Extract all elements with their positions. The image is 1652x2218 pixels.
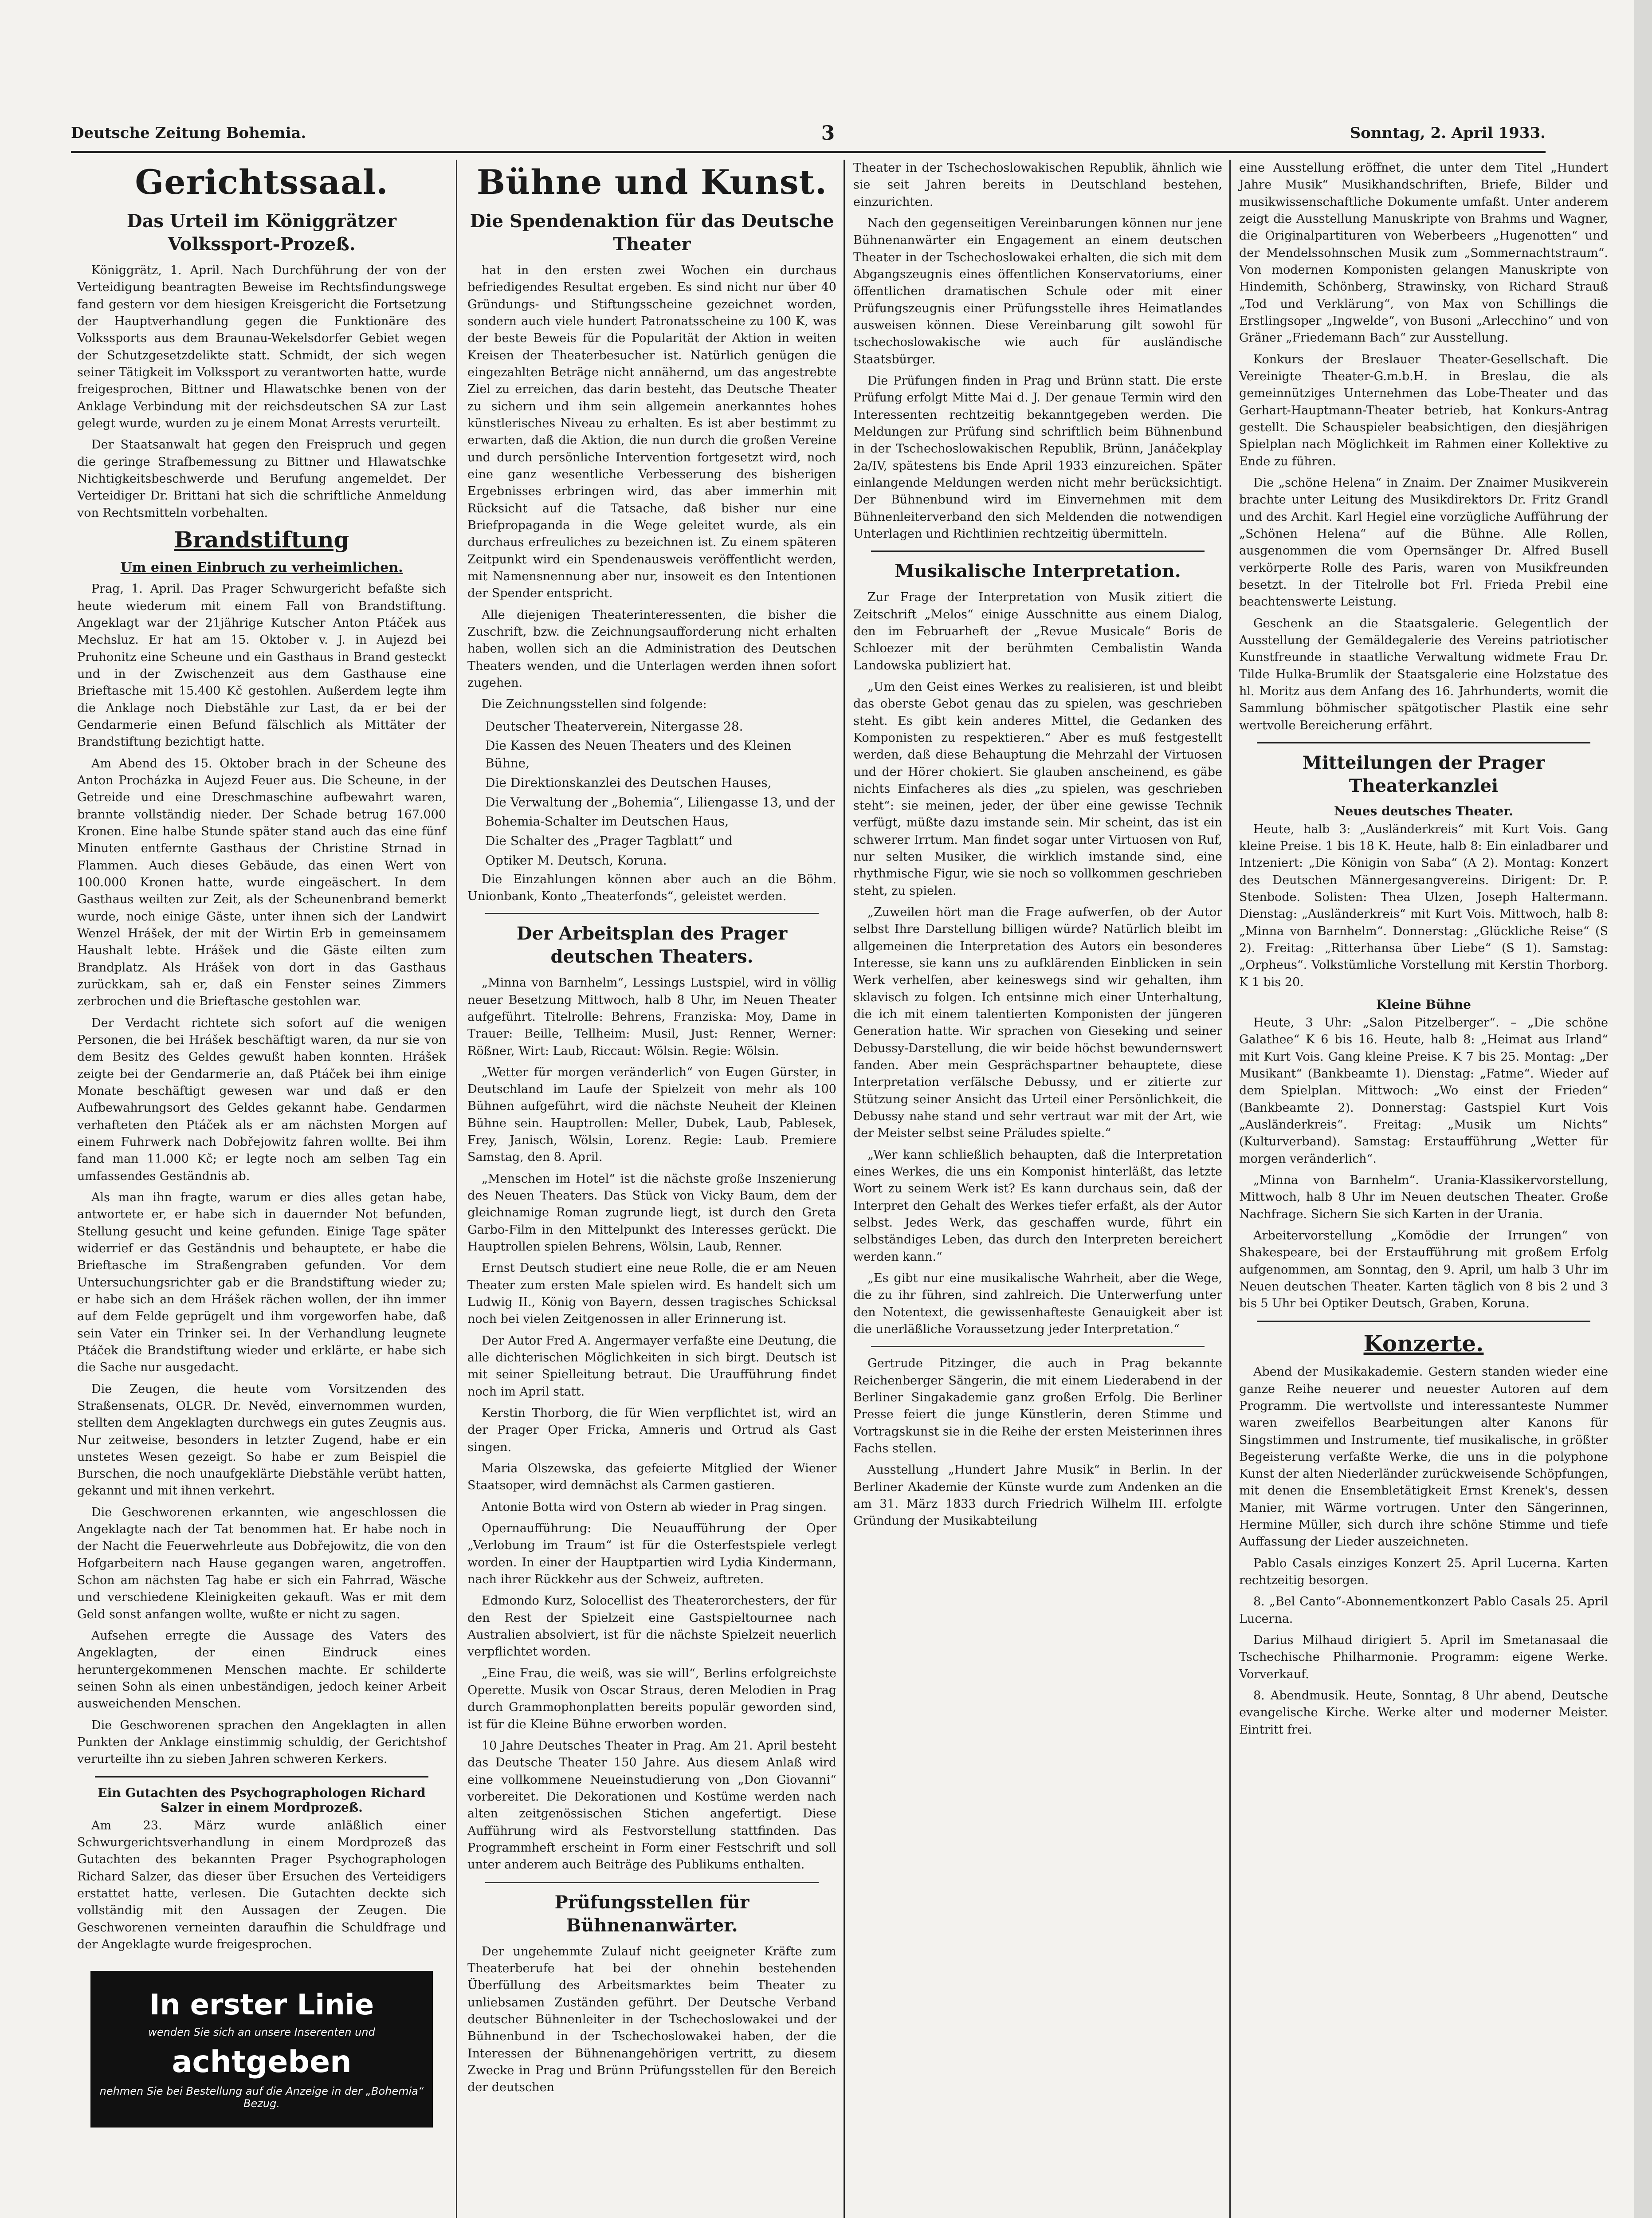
article-text: „Eine Frau, die weiß, was sie will“, Berlins erfolgreichste Operette. Musik von Oscar Straus, deren Melodien in Prag durch Grammophonplatten bereits populär geworden sind, ist für die Kleine Bühne erworben worden. <box>467 1666 836 1731</box>
section-title-gerichtssaal: Gerichtssaal. <box>135 162 388 202</box>
section-rule <box>485 1882 819 1883</box>
article-text: Als man ihn fragte, warum er dies alles getan habe, antwortete er, er habe sich in dauernder Not befunden, Stellung gesucht und keine gefunden. Einige Tage später widerrief er das Geständnis und behauptete, er habe die Brieftasche im Straßengraben gefunden. Vor dem Untersuchungsrichter gab er die Brandstiftung wieder zu; er habe sich an dem Hrášek rächen wollen, der ihn immer auf dem Felde geprügelt und ihm vorgeworfen habe, daß sein Vater ein Trinker sei. In der Verhandlung leugnete Ptáček die Brandstiftung wieder und erklärte, er habe sich die Sache nur ausgedacht. <box>77 1190 446 1375</box>
article-text: „Zuweilen hört man die Frage aufwerfen, ob der Autor selbst Ihre Darstellung billigen würde? Natürlich bleibt im allgemeinen die Interpretation des Autors ein besonderes Interesse, sie kann uns zu aufklärenden Einblicken in sein Werk verhelfen, aber keineswegs sind wir gehalten, ihm sklavisch zu folgen. Ich entsinne mich einer Unterhaltung, die ich mit einem talentierten Komponisten der jüngeren Generation hatte. Wir sprachen von Gieseking und seiner Debussy-Darstellung, die wir beide höchst bewundernswert fanden. Aber mein Gesprächspartner behauptete, diese Interpretation verfälsche Debussy, und er zitierte zur Stützung seiner Ansicht das Urteil einer Persönlichkeit, die Debussy nahe stand und sehr vertraut war mit der Art, wie der Meister selbst seine Präludes spielte.“ <box>853 905 1222 1140</box>
article-text: Aufsehen erregte die Aussage des Vaters des Angeklagten, der einen Eindruck eines heruntergekommenen Menschen machte. Er schilderte seinen Sohn als einen unbeständigen, jedoch keiner Arbeit ausweichenden Menschen. <box>77 1629 446 1711</box>
article-text: 10 Jahre Deutsches Theater in Prag. Am 21. April besteht das Deutsche Theater 150 Jahre. Aus diesem Anlaß wird eine vollkommene Neueinstudierung von „Don Giovanni“ vorbereitet. Die Dekorationen und Kostüme werden nach alten zeitgenössischen Stichen angefertigt. Diese Aufführung wird als Festvorstellung stattfinden. Das Programmheft erscheint in Form einer Festschrift und soll unter anderem auch Beiträge des Publikums enthalten. <box>467 1738 836 1872</box>
article-text: Darius Milhaud dirigiert 5. April im Smetanasaal die Tschechische Philharmonie. Programm: eigene Werke. Vorverkauf. <box>1239 1633 1608 1681</box>
article-text: Geschenk an die Staatsgalerie. Gelegentlich der Ausstellung der Gemäldegalerie des Vereins patriotischer Kunstfreunde in staatliche Verwaltung widmete Frau Dr. Tilde Hulka-Brumlik der Staatsgalerie eine Holzstatue des hl. Moritz aus dem Anfang des 16. Jahrhunderts, womit die Sammlung böhmischer spätgotischer Plastik eine sehr wertvolle Bereicherung erfährt. <box>1239 616 1608 732</box>
page-header <box>71 120 1546 146</box>
column-3 <box>847 160 1228 2218</box>
section-rule <box>871 551 1205 552</box>
article-text: eine Ausstellung eröffnet, die unter dem Titel „Hundert Jahre Musik“ Musikhandschriften, Briefe, Bilder und musikwissenschaftliche Dokumente umfaßt. Unter anderem zeigt die Ausstellung Manuskripte von Brahms und Wagner, die Originalpartituren von Weberbeers „Hugenotten“ und der Mendelssohnschen Musik zum „Sommernachtstraum“. Von modernen Komponisten gelangen Manuskripte von Hindemith, Schönberg, Strawinsky, von Richard Strauß „Tod und Verklärung“, von Max von Schillings die Erstlingsoper „Ingwelde“, von Busoni „Arlecchino“ und von Gräner „Friedemann Bach“ zur Ausstellung. <box>1239 161 1608 345</box>
article-text: „Menschen im Hotel“ ist die nächste große Inszenierung des Neuen Theaters. Das Stück von Vicky Baum, dem der gleichnamige Roman zugrunde liegt, ist durch den Greta Garbo-Film in den Mittelpunkt des Interesses gerückt. Die Hauptrollen spielen Behrens, Wölsin, Laub, Renner. <box>467 1172 836 1254</box>
article-text: Der Autor Fred A. Angermayer verfaßte eine Deutung, die alle dichterischen Möglichkeiten in sich birgt. Deutsch ist mit seiner Spielleitung betraut. Die Uraufführung findet noch im April statt. <box>467 1333 836 1399</box>
article-text: Alle diejenigen Theaterinteressenten, die bisher die Zuschrift, bzw. die Zeichnungsaufforderung nicht erhalten haben, wollen sich an die Administration des Deutschen Theaters wenden, und die Unterlagen werden ihnen sofort zugehen. <box>467 608 836 690</box>
article-text: Konkurs der Breslauer Theater-Gesellschaft. Die Vereinigte Theater-G.m.b.H. in Breslau, die als gemeinnütziges Unternehmen das Lobe-Theater und das Gerhart-Hauptmann-Theater betrieb, hat Konkurs-Antrag gestellt. Die Schauspieler beabsichtigen, den diesjährigen Spielplan nach Möglichkeit im Rahmen einer Kollektive zu Ende zu führen. <box>1239 352 1608 468</box>
section-rule <box>485 913 819 914</box>
list-item: Die Schalter des „Prager Tagblatt“ und <box>485 834 733 849</box>
article-text: „Minna von Barnhelm“, Lessings Lustspiel, wird in völlig neuer Besetzung Mittwoch, halb 8 Uhr, im Neuen Theater aufgeführt. Titelrolle: Behrens, Franziska: Moy, Dame in Trauer: Beille, Tellheim: Musil, Just: Renner, Werner: Rößner, Wirt: Laub, Riccaut: Wölsin. Regie: Wölsin. <box>467 976 836 1058</box>
article-text: Nach den gegenseitigen Vereinbarungen können nur jene Bühnenanwärter ein Engagement an einem deutschen Theater in der Tschechoslowakei erhalten, die sich mit dem Abgangszeugnis eines öffentlichen Konservatoriums, einer öffentlichen dramatischen Schule oder mit einer Prüfungszeugnis einer Prüfungsstelle ihres Heimatlandes ausweisen können. Diese Vereinbarung gilt sowohl für tschechoslowakische wie auch für ausländische Staatsbürger. <box>853 216 1222 366</box>
article-text: Die Prüfungen finden in Prag und Brünn statt. Die erste Prüfung erfolgt Mitte Mai d. J. Der genaue Termin wird den Interessenten rechtzeitig bekanntgegeben werden. Die Meldungen zur Prüfung sind schriftlich beim Bühnenbund in der Tschechoslowakischen Republik, Brünn, Janáčekplay 2a/IV, spätestens bis Ende April 1933 einzureichen. Später einlangende Meldungen werden nicht mehr berücksichtigt. Der Bühnenbund wird im Einvernehmen mit dem Bühnenleiterverband den sich Meldenden die notwendigen Unterlagen und Richtlinien rechtzeitig übermitteln. <box>853 374 1222 541</box>
article-text: Königgrätz, 1. April. Nach Durchführung der von der Verteidigung beantragten Beweise im Rechtsfindungswege fand gestern vor dem hiesigen Kreisgericht die Fortsetzung der Hauptverhandlung gegen die Funktionäre des Volkssports aus dem Braunau-Wekelsdorfer Gebiet wegen der Schutzgesetzdelikte statt. Schmidt, der sich wegen seiner Tätigkeit im Volkssport zu verantworten hatte, wurde freigesprochen, Bittner und Hlawatschke benen von der Anklage Verbindung mit der reichsdeutschen SA zur Last gelegt wurde, wurden zu je einem Monat Arrests verurteilt. <box>77 263 446 430</box>
ad-text: wenden Sie sich an unsere Inserenten und <box>148 2026 375 2039</box>
article-text: Prag, 1. April. Das Prager Schwurgericht befaßte sich heute wiederum mit einem Fall von Brandstiftung. Angeklagt war der 21jährige Kutscher Anton Ptáček aus Mechsluz. Er hat am 15. Oktober v. J. in Aujezd bei Pruhonitz eine Scheune und ein Gasthaus in Brand gesteckt und in der Zwischenzeit aus dem Gasthause eine Brieftasche mit 15.400 Kč gestohlen. Außerdem legte ihm die Anklage noch Diebstähle zur Last, da er bei der Gendarmerie einen Befund fälschlich als Mittäter der Brandstiftung bezichtigt hatte. <box>77 582 446 749</box>
article-headline: Das Urteil im Königgrätzer Volkssport-Prozeß. <box>126 211 397 255</box>
article-text: Die Einzahlungen können aber auch an die Böhm. Unionbank, Konto „Theaterfonds“, geleistet werden. <box>467 872 836 903</box>
article-text: Maria Olszewska, das gefeierte Mitglied der Wiener Staatsoper, wird demnächst als Carmen gastieren. <box>467 1462 836 1493</box>
article-headline: Musikalische Interpretation. <box>895 561 1181 582</box>
article-text: Kerstin Thorborg, die für Wien verpflichtet ist, wird an der Prager Oper Fricka, Amneris und Ortrud als Gast singen. <box>467 1406 836 1454</box>
article-subheadline: Kleine Bühne <box>1376 997 1471 1012</box>
list-item: Die Direktionskanzlei des Deutschen Hauses, <box>485 775 772 790</box>
article-subheadline: Um einen Einbruch zu verheimlichen. <box>120 560 403 576</box>
article-text: Heute, 3 Uhr: „Salon Pitzelberger“. – „Die schöne Galathee“ K 6 bis 16. Heute, halb 8: „Heimat aus Irland“ mit Kurt Vois. Gang kleine Preise. K 7 bis 25. Montag: „Der Musikant“ (Bankbeamte 1). Dienstag: „Fatme“. Wieder auf dem Spielplan. Mittwoch: „Wo einst der Frieden“ (Bankbeamte 2). Donnerstag: Gastspiel Kurt Vois „Ausländerkreis“. Freitag: „Musik um Nichts“ (Kulturverband). Samstag: Erstaufführung „Wetter für morgen veränderlich“. <box>1239 1016 1608 1166</box>
article-headline: Mitteilungen der Prager Theaterkanzlei <box>1302 752 1545 796</box>
article-text: Am 23. März wurde anläßlich einer Schwurgerichtsverhandlung in einem Mordprozeß das Gutachten des bekannten Prager Psychographologen Richard Salzer, das dieser über Ersuchen des Verteidigers erstattet hatte, verlesen. Die Gutachten deckte sich vollständig mit den Aussagen der Zeugen. Die Geschworenen verneinten daraufhin die Schuldfrage und der Angeklagte wurde freigesprochen. <box>77 1818 446 1952</box>
list-item: Optiker M. Deutsch, Koruna. <box>485 853 667 868</box>
header-rule <box>71 151 1546 153</box>
article-text: Theater in der Tschechoslowakischen Republik, ähnlich wie sie seit Jahren bereits in Deutschland bestehen, einzurichten. <box>853 161 1222 209</box>
article-text: Die Geschworenen sprachen den Angeklagten in allen Punkten der Anklage einstimmig schuldig, der Gerichtshof verurteilte ihn zu sieben Jahren schweren Kerkers. <box>77 1718 446 1766</box>
masthead: Deutsche Zeitung Bohemia. <box>71 124 306 142</box>
column-rule <box>844 160 845 2218</box>
column-2 <box>461 160 843 2218</box>
article-text: Die „schöne Helena“ in Znaim. Der Znaimer Musikverein brachte unter Leitung des Musikdirektors Dr. Fritz Grandl und des Archit. Karl Hegiel eine vorzügliche Aufführung der „Schönen Helena“ auf die Bühne. Alle Rollen, ausgenommen die vom Opernsänger Dr. Alfred Busell verkörperte Rolle des Paris, waren von Musikfreunden besetzt. In der Titelrolle bot Frl. Frieda Prebil eine beachtenswerte Leistung. <box>1239 476 1608 609</box>
page-number: 3 <box>821 122 835 145</box>
section-title-buehne-und-kunst: Bühne und Kunst. <box>476 162 828 202</box>
section-rule <box>95 1776 428 1778</box>
ad-text: nehmen Sie bei Bestellung auf die Anzeige in der „Bohemia“ Bezug. <box>99 2085 424 2110</box>
issue-date: Sonntag, 2. April 1933. <box>1350 124 1546 142</box>
article-headline: Der Arbeitsplan des Prager deutschen Theaters. <box>516 923 788 967</box>
article-text: Ernst Deutsch studiert eine neue Rolle, die er am Neuen Theater zum ersten Male spielen wird. Es handelt sich um Ludwig II., König von Bayern, dessen tragisches Schicksal noch bei vielen Zeitgenossen in aller Erinnerung ist. <box>467 1261 836 1326</box>
ad-headline: achtgeben <box>172 2045 352 2080</box>
article-text: 8. Abendmusik. Heute, Sonntag, 8 Uhr abend, Deutsche evangelische Kirche. Werke alter und moderner Meister. Eintritt frei. <box>1239 1689 1608 1737</box>
article-text: Die Zeichnungsstellen sind folgende: <box>482 697 707 712</box>
column-rule <box>456 160 457 2218</box>
article-text: „Es gibt nur eine musikalische Wahrheit, aber die Wege, die zu ihr führen, sind zahlreich. Die Unterwerfung unter den Notentext, die gewissenhafteste Genauigkeit aber ist die unerläßliche Voraussetzung jeder Interpretation.“ <box>853 1271 1222 1336</box>
article-text: 8. „Bel Canto“-Abonnementkonzert Pablo Casals 25. April Lucerna. <box>1239 1595 1608 1626</box>
scan-margin <box>1634 0 1652 2218</box>
article-text: Arbeitervorstellung „Komödie der Irrungen“ von Shakespeare, bei der Erstaufführung mit großem Erfolg aufgenommen, am Sonntag, den 9. April, um halb 3 Uhr im Neuen deutschen Theater. Karten täglich von 8 bis 2 und 3 bis 5 Uhr bei Optiker Deutsch, Graben, Koruna. <box>1239 1229 1608 1311</box>
article-text: Gertrude Pitzinger, die auch in Prag bekannte Reichenberger Sängerin, die mit einem Liederabend in der Berliner Singakademie ganz großen Erfolg. Die Berliner Presse feiert die junge Künstlerin, deren Stimme und Vortragskunst sie in die Reihe der ersten Meisterinnen ihres Fachs stellen. <box>853 1357 1222 1455</box>
article-text: Die Geschworenen erkannten, wie angeschlossen die Angeklagte nach der Tat benommen hat. Er habe noch in der Nacht die Feuerwehrleute aus Dobřejowitz, die von den Hofgarbeitern nach Hause gegangen waren, angetroffen. Schon am nächsten Tag habe er sich ein Fahrrad, Wäsche und verschiedene Kleinigkeiten gekauft. Was er mit dem Geld sonst anfangen wollte, wußte er nicht zu sagen. <box>77 1505 446 1621</box>
ad-headline: In erster Linie <box>149 1989 374 2022</box>
column-4 <box>1233 160 1614 2218</box>
subscription-list <box>467 718 836 869</box>
article-text: Der Verdacht richtete sich sofort auf die wenigen Personen, die bei Hrášek beschäftigt waren, da nur sie von dem Besitz des Geldes gewußt haben konnten. Hrášek zeigte bei der Gendarmerie an, daß Ptáček bei ihm einige Monate beschäftigt gewesen war und daß er den Aufbewahrungsort des Geldes gekannt habe. Gendarmen verhafteten den Ptáček als er am nächsten Morgen auf einem Fuhrwerk nach Dobřejowitz fahren wollte. Bei ihm fand man 11.000 Kč; er legte noch am selben Tag ein umfassendes Geständnis ab. <box>77 1016 446 1183</box>
article-headline: Konzerte. <box>1363 1330 1484 1357</box>
article-text: Antonie Botta wird von Ostern ab wieder in Prag singen. <box>482 1500 827 1514</box>
article-text: Pablo Casals einziges Konzert 25. April Lucerna. Karten rechtzeitig besorgen. <box>1239 1556 1608 1588</box>
column-rule <box>1229 160 1231 2218</box>
article-subheadline: Neues deutsches Theater. <box>1334 803 1514 818</box>
article-text: Der Staatsanwalt hat gegen den Freispruch und gegen die geringe Strafbemessung zu Bittner und Hlawatschke Nichtigkeitsbeschwerde und Berufung angemeldet. Der Verteidiger Dr. Brittani hat sich die schriftliche Anmeldung von Rechtsmitteln vorbehalten. <box>77 438 446 520</box>
article-headline: Prüfungsstellen für Bühnenanwärter. <box>554 1892 749 1936</box>
section-rule <box>1257 1321 1590 1322</box>
article-text: Der ungehemmte Zulauf nicht geeigneter Kräfte zum Theaterberufe hat bei der ohnehin bestehenden Überfüllung des Arbeitsmarktes beim Theater zu unliebsamen Zuständen geführt. Der Deutsche Verband deutscher Bühnenleiter in der Tschechoslowakei und der Bühnenbund in der Tschechoslowakei haben, der die Interessen der Bühnenangehörigen vertritt, zu diesem Zwecke in Prag und Brünn Prüfungsstellen für den Bereich der deutschen <box>467 1944 836 2095</box>
article-text: Heute, halb 3: „Ausländerkreis“ mit Kurt Vois. Gang kleine Preise. 1 bis 18 K. Heute, halb 8: Ein einladbarer und Intzeniert: „Die Königin von Saba“ (A 2). Montag: Konzert des Deutschen Männergesangvereins. Dirigent: Dr. P. Stenbode. Solisten: Thea Ulzen, Joseph Haltermann. Dienstag: „Ausländerkreis“ mit Kurt Vois. Mittwoch, halb 8: „Minna von Barnhelm“. Donnerstag: „Glückliche Reise“ (S 2). Freitag: „Ritterhansa über Liebe“ (S 1). Samstag: „Orpheus“. Volkstümliche Vorstellung mit Kerstin Thorborg. K 1 bis 20. <box>1239 822 1608 989</box>
article-text: Ausstellung „Hundert Jahre Musik“ in Berlin. In der Berliner Akademie der Künste wurde zum Andenken an die am 31. März 1833 durch Friedrich Wilhelm III. erfolgte Gründung der Musikabteilung <box>853 1463 1222 1528</box>
section-rule <box>1257 742 1590 743</box>
list-item: Deutscher Theaterverein, Nitergasse 28. <box>485 719 743 734</box>
article-text: hat in den ersten zwei Wochen ein durchaus befriedigendes Resultat ergeben. Es sind nicht nur über 40 Gründungs- und Stiftungsscheine gezeichnet worden, sondern auch viele hundert Patronatsscheine zu 100 K, was der beste Beweis für die Popularität der Aktion in weiten Kreisen der Theaterbesucher ist. Natürlich genügen die eingezahlten Beträge nicht annähernd, um das angestrebte Ziel zu erreichen, das darin besteht, das Deutsche Theater zu sichern und ihm sein allgemein anerkanntes hohes künstlerisches Niveau zu erhalten. Es ist aber bestimmt zu erwarten, daß die Aktion, die nun durch die großen Vereine und durch persönliche Intervention fortgesetzt wird, noch eine ganz wesentliche Verbesserung des bisherigen Ergebnisses erbringen wird, das aber immerhin mit Rücksicht auf die Tatsache, daß bisher nur eine Briefpropaganda in die Wege geleitet wurde, als ein durchaus erfreuliches zu bezeichnen ist. Zu einem späteren Zeitpunkt wird ein Spendenausweis veröffentlicht werden, mit Namensnennung aber nur, insoweit es den Intentionen der Spender entspricht. <box>467 263 836 601</box>
article-text: Am Abend des 15. Oktober brach in der Scheune des Anton Procházka in Aujezd Feuer aus. Die Scheune, in der Getreide und eine Dreschmaschine aufbewahrt waren, brannte vollständig nieder. Der Schade betrug 167.000 Kronen. Eine halbe Stunde später stand auch das eine fünf Minuten entfernte Gasthaus der Christine Strnad in Flammen. Auch dieses Gebäude, das einen Wert von 100.000 Kronen hatte, wurde eingeäschert. In dem Gasthaus weilten zur Zeit, als der Scheunenbrand bemerkt wurde, noch einige Gäste, unter ihnen sich der Landwirt Wenzel Hrášek, der mit der Wirtin Erb in gemeinsamem Haushalt lebte. Hrášek und die Gäste eilten zum Brandplatz. Als Hrášek von dort in das Gasthaus zurückkam, sah er, daß ein Fenster seines Zimmers zerbrochen und die Brieftasche gestohlen war. <box>77 756 446 1009</box>
article-text: „Wer kann schließlich behaupten, daß die Interpretation eines Werkes, die uns ein Komponist hinterläßt, das letzte Wort zu seinem Werk ist? Es kann durchaus sein, daß der Interpret den Gehalt des Werkes tiefer erfaßt, als der Autor selbst. Jedes Werk, das geschaffen wurde, führt ein selbständiges Leben, das durch den Interpreten bereichert werden kann.“ <box>853 1148 1222 1264</box>
list-item: Die Kassen des Neuen Theaters und des Kleinen Bühne, <box>485 738 792 771</box>
column-1 <box>71 160 452 2218</box>
article-text: Zur Frage der Interpretation von Musik zitiert die Zeitschrift „Melos“ einige Ausschnitte aus einem Dialog, den im Februarheft der „Revue Musicale“ Boris de Schloezer mit der berühmten Cembalistin Wanda Landowska publiziert hat. <box>853 590 1222 672</box>
article-text: Edmondo Kurz, Solocellist des Theaterorchesters, der für den Rest der Spielzeit eine Gastspieltournee nach Australien absolviert, ist für die nächste Spielzeit neuerlich verpflichtet worden. <box>467 1594 836 1659</box>
section-rule <box>871 1346 1205 1347</box>
article-headline: Brandstiftung <box>174 526 349 553</box>
article-headline: Die Spendenaktion für das Deutsche Theater <box>470 211 834 255</box>
article-text: „Wetter für morgen veränderlich“ von Eugen Gürster, in Deutschland im Laufe der Spielzeit von mehr als 100 Bühnen aufgeführt, wird die nächste Neuheit der Kleinen Bühne sein. Hauptrollen: Meller, Dubek, Laub, Pablesek, Frey, Janisch, Wölsin, Lorenz. Regie: Laub. Premiere Samstag, den 8. April. <box>467 1065 836 1164</box>
article-text: „Minna von Barnhelm“. Urania-Klassikervorstellung, Mittwoch, halb 8 Uhr im Neuen deutschen Theater. Große Nachfrage. Sichern Sie sich Karten in der Urania. <box>1239 1173 1608 1221</box>
article-text: Abend der Musikakademie. Gestern standen wieder eine ganze Reihe neuerer und neuester Autoren auf dem Programm. Die wertvollste und interessanteste Nummer waren zweifellos Bearbeitungen alter Kanons für Singstimmen und Instrumente, tief musikalische, in größter Begeisterung verfaßte Werke, die uns in die polyphone Kunst der alten Niederländer zurückweisende Schöpfungen, mit denen die Ensembletätigkeit Ernst Krenek's, dessen Manier, mit Wärme vortrugen. Unter den Sängerinnen, Hermine Müller, sich durch ihre schöne Stimme und tiefe Auffassung der Lieder auszeichneten. <box>1239 1365 1608 1549</box>
article-headline: Ein Gutachten des Psychographologen Richard Salzer in einem Mordprozeß. <box>98 1785 426 1815</box>
article-text: Die Zeugen, die heute vom Vorsitzenden des Straßensenats, OLGR. Dr. Nevěd, einvernommen wurden, stellten dem Angeklagten durchwegs ein gutes Zeugnis aus. Nur zeitweise, besonders in letzter Zugend, habe er ein unstetes Wesen gezeigt. So habe er zum Beispiel die Burschen, die noch unaufgeklärte Diebstähle verübt hatten, gekannt und mit ihnen verkehrt. <box>77 1382 446 1498</box>
article-text: Opernaufführung: Die Neuaufführung der Oper „Verlobung im Traum“ ist für die Osterfestspiele verlegt worden. In einer der Hauptpartien wird Lydia Kindermann, nach ihrer Rückkehr aus der Schweiz, auftreten. <box>467 1522 836 1587</box>
advertisement-box <box>90 1971 433 2128</box>
list-item: Die Verwaltung der „Bohemia“, Liliengasse 13, und der <box>485 794 835 810</box>
article-text: „Um den Geist eines Werkes zu realisieren, ist und bleibt das oberste Gebot genau das zu spielen, was geschrieben steht. Es gibt kein anderes Mittel, die Gedanken des Komponisten zu respektieren.“ Aber es muß festgestellt werden, daß diese Behauptung die Mehrzahl der Virtuosen und der Hörer chokiert. Sie glauben anscheinend, es gäbe nichts Einfacheres als dies „zu spielen, was geschrieben steht“: sie meinen, jeder, der über eine gewisse Technik verfügt, müßte dazu imstande sein. Mir scheint, das ist ein schwerer Irrtum. Man findet sogar unter Virtuosen von Ruf, nur selten Musiker, die wirklich imstande sind, eine rhythmische Figur, wie sie noch so vollkommen geschrieben steht, zu spielen. <box>853 680 1222 898</box>
list-item: Bohemia-Schalter im Deutschen Haus, <box>485 814 729 829</box>
